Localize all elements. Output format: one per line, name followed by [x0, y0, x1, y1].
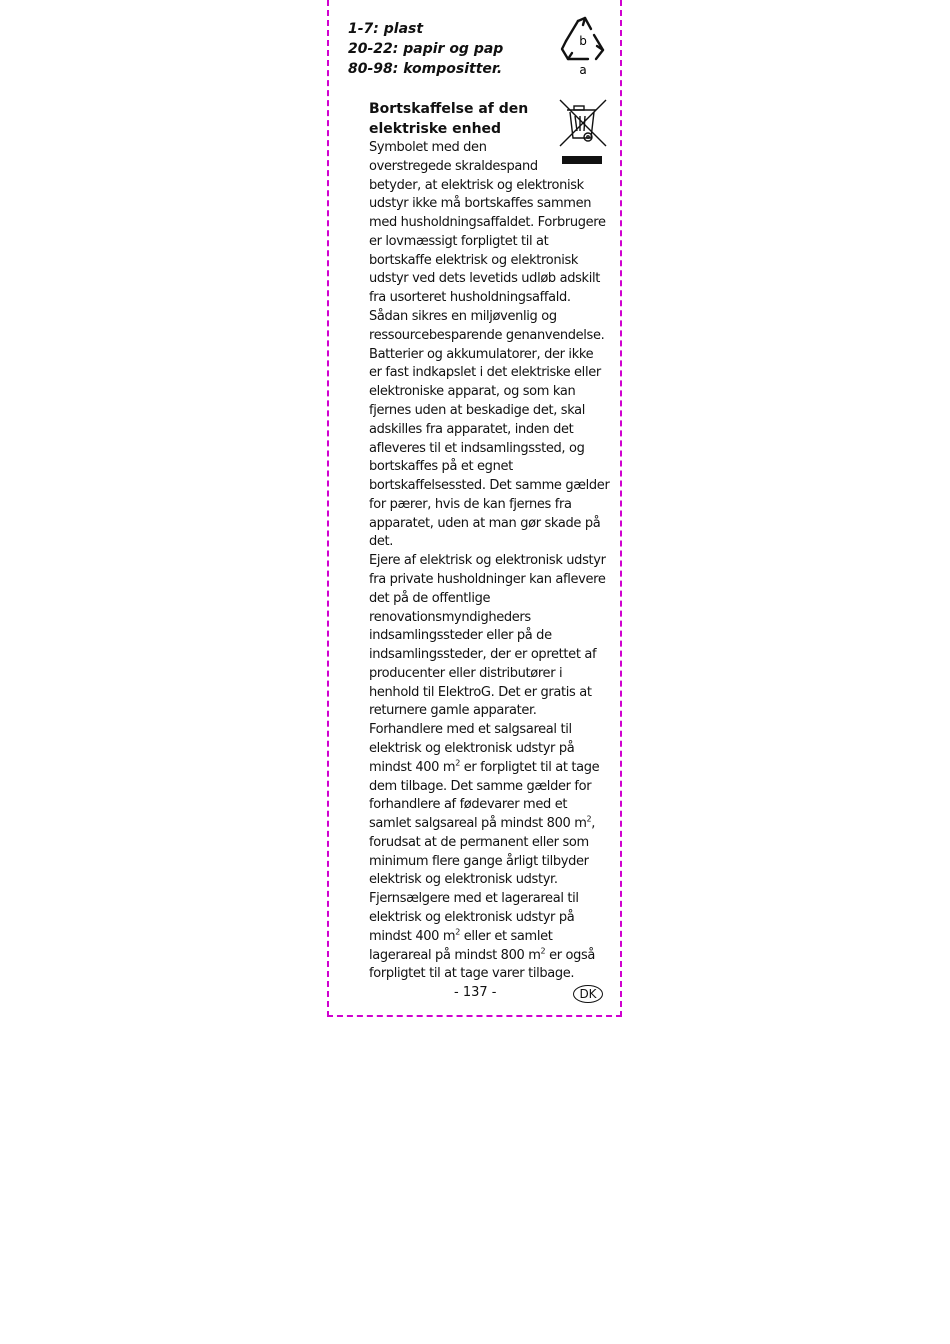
recycling-triangle-icon: [558, 15, 608, 77]
line-text: er forpligtet til at tage: [459, 759, 600, 775]
body-line: [369, 890, 609, 909]
line-text: eller et samlet: [459, 928, 553, 944]
body-line: [369, 853, 609, 872]
body-line: bortskaffes på et egnet: [369, 459, 513, 475]
line-text: mindst 400 m: [369, 928, 456, 944]
body-line: producenter eller distributører i: [369, 665, 563, 681]
code-line: 20-22: papir og pap: [348, 41, 504, 57]
line-text: forhandlere af fødevarer med et: [369, 797, 568, 813]
section-heading: [369, 99, 609, 139]
body-line: fjernes uden at beskadige det, skal: [369, 402, 586, 418]
body-line: [369, 796, 609, 815]
line-text: dem tilbage. Det samme gælder for: [369, 778, 592, 794]
body-line: det.: [369, 534, 394, 550]
body-line: [369, 834, 609, 853]
line-text: elektrisk og elektronisk udstyr.: [369, 872, 558, 888]
body-line: [369, 965, 609, 984]
body-line: indsamlingssteder, der er oprettet af: [369, 647, 597, 663]
body-line: Symbolet med den: [369, 140, 487, 155]
body-line: for pærer, hvis de kan fjernes fra: [369, 496, 572, 512]
body-line: fra private husholdninger kan aflevere: [369, 571, 606, 587]
body-line: er fast indkapslet i det elektriske eller: [369, 365, 601, 381]
line-text: mindst 400 m: [369, 759, 456, 775]
body-line: [369, 815, 609, 834]
body-line: elektroniske apparat, og som kan: [369, 384, 576, 400]
disposal-section: [369, 99, 609, 984]
body-line: [369, 928, 609, 947]
body-line: [369, 759, 609, 778]
body-line: bortskaffelsessted. Det samme gælder: [369, 478, 610, 494]
line-text: ,: [591, 816, 596, 832]
recycling-codes: [348, 19, 503, 79]
body-line: med husholdningsaffaldet. Forbrugere: [369, 215, 606, 231]
code-line: 1-7: plast: [348, 21, 424, 37]
body-line: apparatet, uden at man gør skade på: [369, 515, 601, 531]
section-body: [369, 139, 609, 984]
line-text: elektrisk og elektronisk udstyr på: [369, 910, 575, 926]
line-text: forudsat at de permanent eller som: [369, 834, 589, 850]
body-line: Forhandlere med et salgsareal til: [369, 722, 572, 738]
body-line: afleveres til et indsamlingssted, og: [369, 440, 585, 456]
body-line: elektrisk og elektronisk udstyr på: [369, 741, 575, 756]
body-line: fra usorteret husholdningsaffald.: [369, 290, 571, 306]
body-line: indsamlingssteder eller på de: [369, 628, 552, 644]
line-text: samlet salgsareal på mindst 800 m: [369, 816, 587, 832]
body-line: [369, 778, 609, 797]
body-line: henhold til ElektroG. Det er gratis at: [369, 684, 592, 700]
body-line: overstregede skraldespand: [369, 158, 538, 174]
code-line: 80-98: kompositter.: [348, 61, 503, 77]
line-text: minimum flere gange årligt tilbyder: [369, 853, 589, 869]
heading-line: elektriske enhed: [369, 121, 502, 137]
superscript: 2: [455, 927, 460, 937]
line-text: lagerareal på mindst 800 m: [369, 947, 541, 963]
line-text: forpligtet til at tage varer tilbage.: [369, 966, 575, 982]
body-line: betyder, at elektrisk og elektronisk: [369, 177, 584, 193]
body-line: renovationsmyndigheders: [369, 609, 531, 625]
heading-line: Bortskaffelse af den: [369, 101, 529, 117]
superscript: 2: [455, 758, 460, 768]
recycle-letter-bottom: a: [579, 63, 587, 77]
line-text: Fjernsælgere med et lagerareal til: [369, 891, 579, 907]
superscript: 2: [540, 946, 546, 956]
country-badge: DK: [573, 985, 603, 1003]
body-line: det på de offentlige: [369, 590, 491, 606]
body-line: Batterier og akkumulatorer, der ikke: [369, 346, 594, 362]
body-line: returnere gamle apparater.: [369, 703, 537, 719]
body-line: udstyr ikke må bortskaffes sammen: [369, 196, 592, 212]
body-line: ressourcebesparende genanvendelse.: [369, 327, 605, 343]
body-line: adskilles fra apparatet, inden det: [369, 421, 574, 437]
body-line: Ejere af elektrisk og elektronisk udstyr: [369, 553, 606, 569]
body-line: Sådan sikres en miljøvenlig og: [369, 309, 557, 325]
body-line: [369, 871, 609, 890]
superscript: 2: [586, 814, 592, 824]
line-text: er også: [545, 947, 596, 963]
body-line: er lovmæssigt forpligtet til at: [369, 233, 549, 249]
body-line: bortskaffe elektrisk og elektronisk: [369, 252, 579, 268]
body-line: [369, 947, 609, 966]
body-line: [369, 909, 609, 928]
body-line: udstyr ved dets levetids udløb adskilt: [369, 271, 601, 287]
page-number: - 137 -: [454, 985, 497, 1000]
recycle-letter-top: b: [579, 34, 587, 48]
manual-page: [327, 0, 622, 1017]
